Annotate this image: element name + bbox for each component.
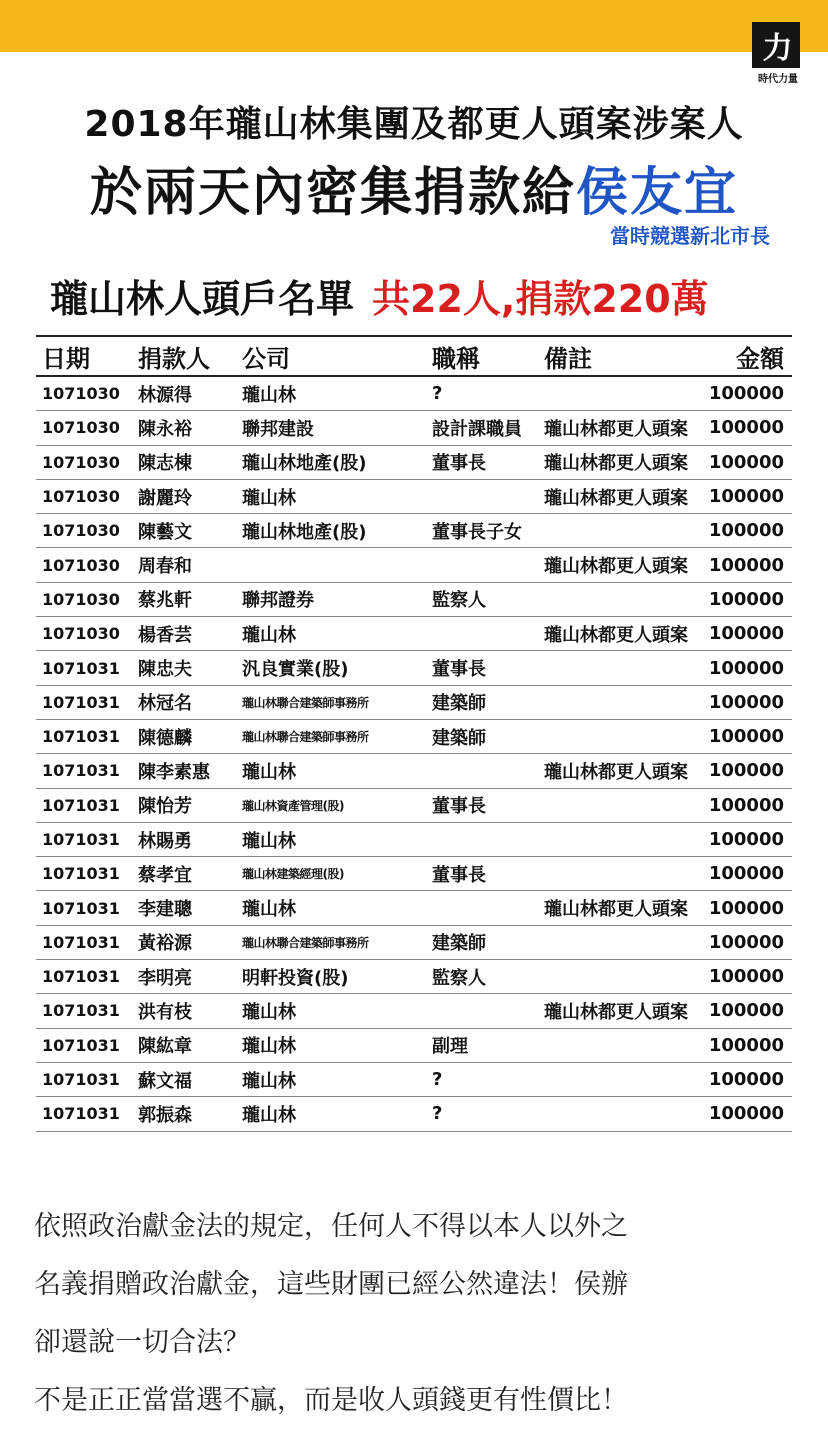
- cell-note: 瓏山林都更人頭案: [544, 1001, 688, 1023]
- cell-title: 設計課職員: [432, 418, 522, 440]
- cell-title: ?: [432, 383, 443, 405]
- cell-title: ?: [432, 1069, 443, 1091]
- cell-title: 建築師: [432, 727, 486, 749]
- cell-date: 1071031: [42, 967, 120, 987]
- top-banner: [0, 0, 828, 52]
- logo-icon: 力: [752, 22, 800, 68]
- table-row: [36, 583, 792, 617]
- cell-company: 瓏山林: [242, 1104, 296, 1126]
- cell-date: 1071030: [42, 589, 120, 609]
- cell-date: 1071031: [42, 727, 120, 747]
- cell-company: 瓏山林資產管理(股): [242, 798, 344, 813]
- table-header: [36, 337, 792, 377]
- table-row: [36, 514, 792, 548]
- cell-company: 瓏山林: [242, 384, 296, 406]
- cell-company: 明軒投資(股): [242, 967, 349, 989]
- cell-title: 董事長: [432, 864, 486, 886]
- post-line: 卻還說一切合法？: [34, 1327, 250, 1358]
- post-line: 不是正正當當選不贏，而是收人頭錢更有性價比！: [34, 1385, 628, 1416]
- cell-company: 瓏山林聯合建築師事務所: [242, 730, 369, 745]
- cell-title: 董事長: [432, 659, 486, 681]
- cell-date: 1071031: [42, 1001, 120, 1021]
- table-row: [36, 823, 792, 857]
- cell-amount: 100000: [708, 554, 784, 576]
- cell-note: 瓏山林都更人頭案: [544, 487, 688, 509]
- list-title: [50, 268, 709, 323]
- cell-date: 1071030: [42, 487, 120, 507]
- cell-amount: 100000: [708, 1103, 784, 1125]
- table-row: [36, 1097, 792, 1131]
- cell-name: 陳怡芳: [138, 796, 192, 818]
- cell-company: 瓏山林: [242, 1036, 296, 1058]
- cell-amount: 100000: [708, 1069, 784, 1091]
- cell-name: 林冠名: [138, 693, 192, 715]
- table-row: [36, 411, 792, 445]
- table-row: [36, 857, 792, 891]
- cell-company: 瓏山林地產(股): [242, 521, 367, 543]
- cell-date: 1071031: [42, 1104, 120, 1124]
- cell-date: 1071031: [42, 1035, 120, 1055]
- cell-title: 監察人: [432, 590, 486, 612]
- cell-name: 蔡兆軒: [138, 590, 192, 612]
- cell-note: 瓏山林都更人頭案: [544, 556, 688, 578]
- cell-company: 瓏山林聯合建築師事務所: [242, 695, 369, 710]
- cell-date: 1071031: [42, 795, 120, 815]
- cell-company: 瓏山林: [242, 830, 296, 852]
- list-title-text: 瓏山林人頭戶名單: [50, 277, 355, 321]
- table-row: [36, 926, 792, 960]
- cell-note: 瓏山林都更人頭案: [544, 899, 688, 921]
- cell-date: 1071030: [42, 555, 120, 575]
- cell-name: 陳忠夫: [138, 659, 192, 681]
- cell-date: 1071031: [42, 830, 120, 849]
- cell-company: 瓏山林聯合建築師事務所: [242, 935, 369, 950]
- table-row: [36, 686, 792, 720]
- cell-note: 瓏山林都更人頭案: [544, 453, 688, 475]
- table-row: [36, 548, 792, 582]
- cell-title: 建築師: [432, 933, 486, 955]
- post-text: [34, 1198, 794, 1430]
- cell-company: 聯邦證券: [242, 590, 314, 612]
- cell-company: 瓏山林: [242, 624, 296, 646]
- cell-name: 陳德麟: [138, 727, 192, 749]
- cell-note: 瓏山林都更人頭案: [544, 418, 688, 440]
- cell-title: 副理: [432, 1036, 468, 1058]
- cell-company: 瓏山林: [242, 1001, 296, 1023]
- cell-date: 1071031: [42, 692, 120, 712]
- cell-name: 林源得: [138, 384, 192, 406]
- cell-amount: 100000: [708, 897, 784, 919]
- cell-date: 1071031: [42, 864, 120, 884]
- cell-name: 李明亮: [138, 967, 192, 989]
- cell-title: 建築師: [432, 693, 486, 715]
- cell-amount: 100000: [708, 966, 784, 988]
- cell-amount: 100000: [708, 726, 784, 748]
- cell-date: 1071031: [42, 761, 120, 781]
- cell-date: 1071030: [42, 418, 120, 438]
- cell-title: 監察人: [432, 967, 486, 989]
- table-row: [36, 1063, 792, 1097]
- header-name: 捐款人: [138, 344, 210, 373]
- header-date: 日期: [42, 344, 90, 373]
- cell-date: 1071030: [42, 521, 120, 541]
- cell-title: 董事長: [432, 453, 486, 475]
- table-row: [36, 617, 792, 651]
- cell-name: 黃裕源: [138, 933, 192, 955]
- cell-company: 瓏山林: [242, 761, 296, 783]
- cell-amount: 100000: [708, 451, 784, 473]
- table-row: [36, 891, 792, 925]
- cell-name: 陳藝文: [138, 521, 192, 543]
- cell-date: 1071031: [42, 898, 120, 918]
- cell-company: 瓏山林地產(股): [242, 453, 367, 475]
- table-row: [36, 754, 792, 788]
- cell-name: 陳志棟: [138, 453, 192, 475]
- cell-amount: 100000: [708, 520, 784, 542]
- headline-prefix: 於兩天內密集捐款給: [89, 163, 576, 223]
- cell-company: 聯邦建設: [242, 418, 314, 440]
- cell-amount: 100000: [708, 417, 784, 439]
- cell-name: 洪有枝: [138, 1001, 192, 1023]
- cell-company: 瓏山林: [242, 1070, 296, 1092]
- cell-amount: 100000: [708, 931, 784, 953]
- donor-table: [36, 335, 792, 1132]
- cell-company: 汎良實業(股): [242, 659, 349, 681]
- donation-count: 共22人,捐款220萬: [372, 277, 709, 321]
- cell-date: 1071031: [42, 658, 120, 678]
- cell-name: 周春和: [138, 556, 192, 578]
- cell-date: 1071030: [42, 624, 120, 644]
- cell-date: 1071031: [42, 932, 120, 952]
- header-amount: 金額: [736, 344, 784, 373]
- table-row: [36, 651, 792, 685]
- table-row: [36, 720, 792, 754]
- cell-note: 瓏山林都更人頭案: [544, 761, 688, 783]
- headline-line-1: 2018年瓏山林集團及都更人頭案涉案人: [84, 104, 744, 145]
- post-line: 名義捐贈政治獻金，這些財團已經公然違法！侯辦: [34, 1269, 628, 1300]
- table-row: [36, 994, 792, 1028]
- cell-name: 楊香芸: [138, 624, 192, 646]
- cell-note: 瓏山林都更人頭案: [544, 624, 688, 646]
- cell-name: 郭振森: [138, 1104, 192, 1126]
- cell-amount: 100000: [708, 829, 784, 850]
- cell-title: 董事長: [432, 796, 486, 818]
- cell-date: 1071030: [42, 452, 120, 472]
- table-body: [36, 377, 792, 1132]
- cell-amount: 100000: [708, 1034, 784, 1056]
- table-row: [36, 480, 792, 514]
- cell-name: 陳紘章: [138, 1036, 192, 1058]
- cell-name: 陳永裕: [138, 418, 192, 440]
- cell-amount: 100000: [708, 691, 784, 713]
- header-title: 職稱: [432, 344, 480, 373]
- cell-amount: 100000: [708, 1000, 784, 1022]
- cell-amount: 100000: [708, 588, 784, 610]
- cell-company: 瓏山林: [242, 487, 296, 509]
- cell-company: 瓏山林: [242, 899, 296, 921]
- cell-amount: 100000: [708, 863, 784, 885]
- cell-name: 謝麗玲: [138, 487, 192, 509]
- cell-amount: 100000: [708, 794, 784, 816]
- table-row: [36, 960, 792, 994]
- table-row: [36, 377, 792, 411]
- header-company: 公司: [242, 344, 290, 373]
- cell-date: 1071030: [42, 384, 120, 404]
- cell-date: 1071031: [42, 1070, 120, 1090]
- cell-amount: 100000: [708, 383, 784, 405]
- cell-name: 蘇文福: [138, 1070, 192, 1092]
- cell-amount: 100000: [708, 657, 784, 679]
- cell-amount: 100000: [708, 623, 784, 645]
- subtitle: 當時競選新北市長: [610, 224, 770, 248]
- cell-title: ?: [432, 1103, 443, 1125]
- post-line: 依照政治獻金法的規定，任何人不得以本人以外之: [34, 1211, 628, 1242]
- cell-title: 董事長子女: [432, 521, 522, 543]
- cell-name: 李建聰: [138, 899, 192, 921]
- party-logo: [752, 22, 804, 90]
- cell-name: 陳李素惠: [138, 761, 210, 783]
- logo-text: 時代力量: [758, 74, 798, 85]
- headline-line-2: [0, 150, 828, 225]
- cell-amount: 100000: [708, 486, 784, 508]
- headline-highlight: 侯友宜: [576, 163, 739, 223]
- table-row: [36, 789, 792, 823]
- cell-name: 蔡孝宜: [138, 864, 192, 886]
- cell-name: 林賜勇: [138, 830, 192, 852]
- header-note: 備註: [544, 344, 592, 373]
- table-row: [36, 1029, 792, 1063]
- cell-company: 瓏山林建築經理(股): [242, 867, 344, 882]
- cell-amount: 100000: [708, 760, 784, 782]
- table-row: [36, 446, 792, 480]
